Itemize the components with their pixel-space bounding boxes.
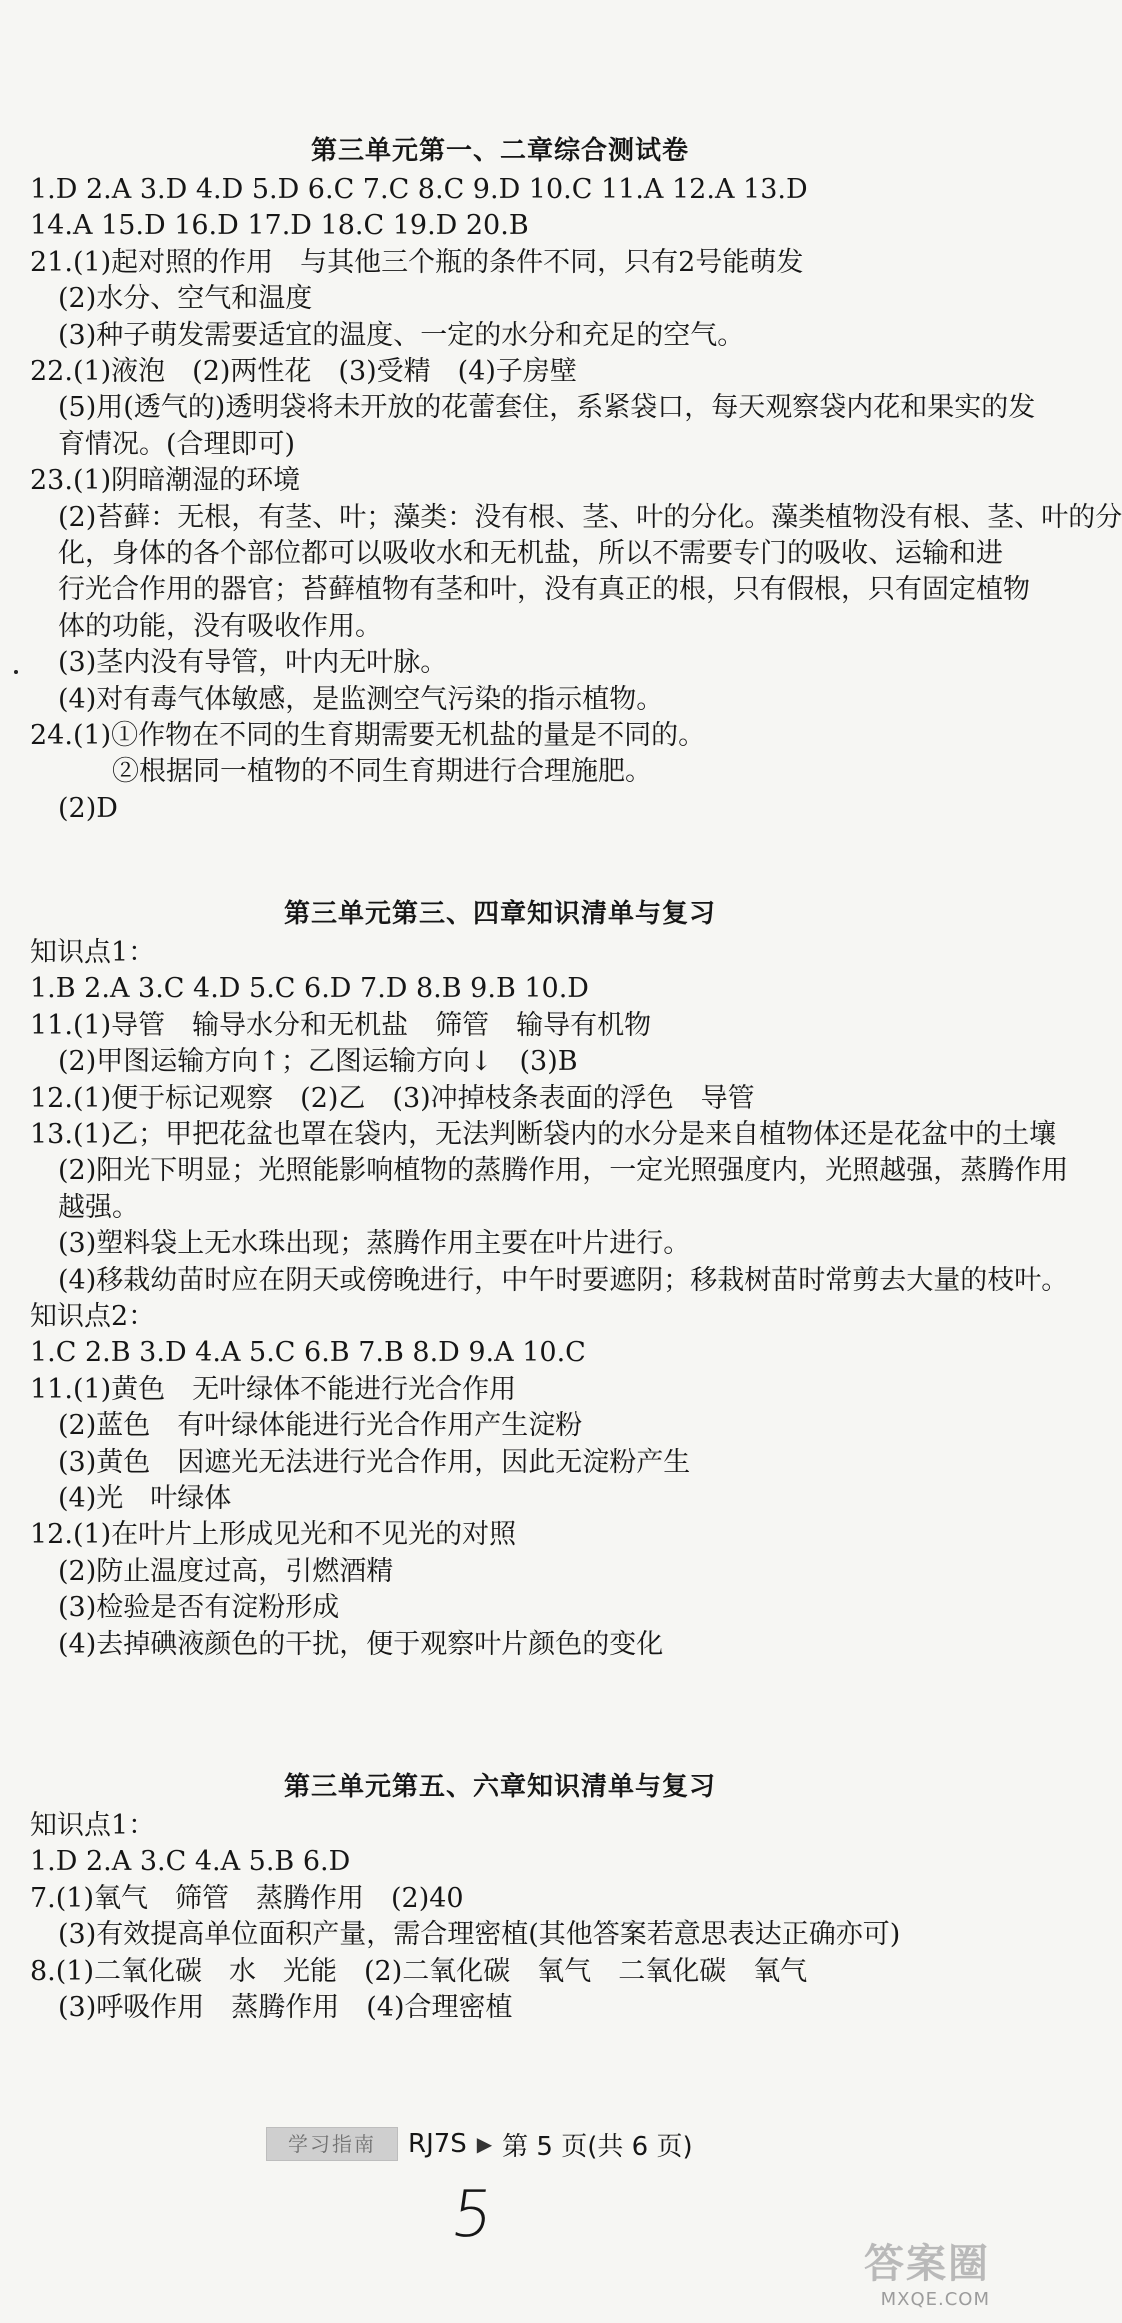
- answer-line: 24.(1)①作物在不同的生育期需要无机盐的量是不同的。: [30, 720, 706, 751]
- answer-line: 越强。: [58, 1191, 139, 1223]
- edition-code: RJ7S: [408, 2129, 467, 2159]
- answer-line: (2)苔藓：无根，有茎、叶；藻类：没有根、茎、叶的分化。藻类植物没有根、茎、叶的分: [58, 501, 1122, 533]
- answer-line: 21.(1)起对照的作用 与其他三个瓶的条件不同，只有2号能萌发: [30, 246, 804, 278]
- watermark: [800, 2232, 990, 2312]
- answer-line: ②根据同一植物的不同生育期进行合理施肥。: [58, 756, 652, 788]
- answer-line: (2)防止温度过高，引燃酒精: [58, 1555, 394, 1587]
- answer-line: 化，身体的各个部位都可以吸收水和无机盐，所以不需要专门的吸收、运输和进: [58, 538, 1003, 569]
- answer-line: 23.(1)阴暗潮湿的环境: [30, 465, 301, 497]
- watermark-logo-text: 答案圈: [864, 2241, 990, 2287]
- answer-line: (2)蓝色 有叶绿体能进行光合作用产生淀粉: [58, 1410, 583, 1442]
- footer-logo: 学习指南: [266, 2127, 398, 2161]
- section-title: 第三单元第一、二章综合测试卷: [310, 136, 689, 166]
- answer-line: (4)光 叶绿体: [58, 1483, 232, 1514]
- answer-line: (4)移栽幼苗时应在阴天或傍晚进行，中午时要遮阴；移栽树苗时常剪去大量的枝叶。: [58, 1264, 1069, 1296]
- answer-line: 12.(1)在叶片上形成见光和不见光的对照: [30, 1519, 517, 1551]
- answer-line: (3)黄色 因遮光无法进行光合作用，因此无淀粉产生: [58, 1446, 691, 1478]
- watermark-url: MXQE.COM: [880, 2289, 990, 2310]
- answer-line: (3)检验是否有淀粉形成: [58, 1592, 340, 1624]
- answer-line: 1.D 2.A 3.D 4.D 5.D 6.C 7.C 8.C 9.D 10.C 11.A 12.A 13.D: [30, 174, 808, 205]
- answer-line: (2)D: [58, 792, 118, 824]
- answer-line: (3)茎内没有导管，叶内无叶脉。: [58, 647, 448, 679]
- answer-line: 14.A 15.D 16.D 17.D 18.C 19.D 20.B: [30, 210, 529, 242]
- answer-line: 育情况。(合理即可): [58, 428, 296, 460]
- answer-line: (2)甲图运输方向↑；乙图运输方向↓ (3)B: [58, 1046, 578, 1078]
- answer-line: 8.(1)二氧化碳 水 光能 (2)二氧化碳 氧气 二氧化碳 氧气: [30, 1955, 808, 1987]
- section-title: 第三单元第三、四章知识清单与复习: [283, 899, 716, 929]
- answer-line: (4)去掉碘液颜色的干扰，便于观察叶片颜色的变化: [58, 1628, 664, 1660]
- answer-line: 13.(1)乙；甲把花盆也罩在袋内，无法判断袋内的水分是来自植物体还是花盆中的土壤: [30, 1119, 1057, 1150]
- answer-line: 知识点1：: [30, 937, 156, 968]
- answer-line: (2)阳光下明显；光照能影响植物的蒸腾作用，一定光照强度内，光照越强，蒸腾作用: [58, 1155, 1069, 1187]
- answer-line: 11.(1)黄色 无叶绿体不能进行光合作用: [30, 1373, 517, 1405]
- page-number: 第 5 页(共 6 页): [502, 2131, 693, 2162]
- answer-line: 12.(1)便于标记观察 (2)乙 (3)冲掉枝条表面的浮色 导管: [30, 1082, 755, 1114]
- answer-line: (3)种子萌发需要适宜的温度、一定的水分和充足的空气。: [58, 319, 745, 351]
- answer-line: (3)呼吸作用 蒸腾作用 (4)合理密植: [58, 1992, 513, 2023]
- answer-line: 行光合作用的器官；苔藓植物有茎和叶，没有真正的根，只有假根，只有固定植物: [58, 574, 1030, 606]
- answer-line: 11.(1)导管 输导水分和无机盐 筛管 输导有机物: [30, 1009, 652, 1041]
- answer-line: (2)水分、空气和温度: [58, 283, 313, 315]
- answer-line: 1.D 2.A 3.C 4.A 5.B 6.D: [30, 1846, 351, 1878]
- handwritten-number: 5: [446, 2178, 498, 2252]
- answer-line: (4)对有毒气体敏感，是监测空气污染的指示植物。: [58, 683, 664, 715]
- answer-line: (3)塑料袋上无水珠出现；蒸腾作用主要在叶片进行。: [58, 1228, 691, 1260]
- answer-line: (3)有效提高单位面积产量，需合理密植(其他答案若意思表达正确亦可): [58, 1919, 901, 1951]
- ink-dot: [14, 670, 18, 674]
- answer-line: 1.B 2.A 3.C 4.D 5.C 6.D 7.D 8.B 9.B 10.D: [30, 973, 589, 1005]
- answer-line: 1.C 2.B 3.D 4.A 5.C 6.B 7.B 8.D 9.A 10.C: [30, 1337, 586, 1369]
- answer-line: 7.(1)氧气 筛管 蒸腾作用 (2)40: [30, 1882, 464, 1914]
- answer-line: 知识点2：: [30, 1301, 156, 1332]
- section-title: 第三单元第五、六章知识清单与复习: [283, 1772, 716, 1802]
- answer-line: (5)用(透气的)透明袋将未开放的花蕾套住，系紧袋口，每天观察袋内花和果实的发: [58, 392, 1036, 424]
- answer-line: 体的功能，没有吸收作用。: [58, 610, 382, 642]
- answer-line: 知识点1：: [30, 1810, 156, 1841]
- play-triangle-icon: ▶: [476, 2132, 493, 2156]
- page-footer: [266, 2124, 693, 2164]
- answer-line: 22.(1)液泡 (2)两性花 (3)受精 (4)子房壁: [30, 356, 577, 387]
